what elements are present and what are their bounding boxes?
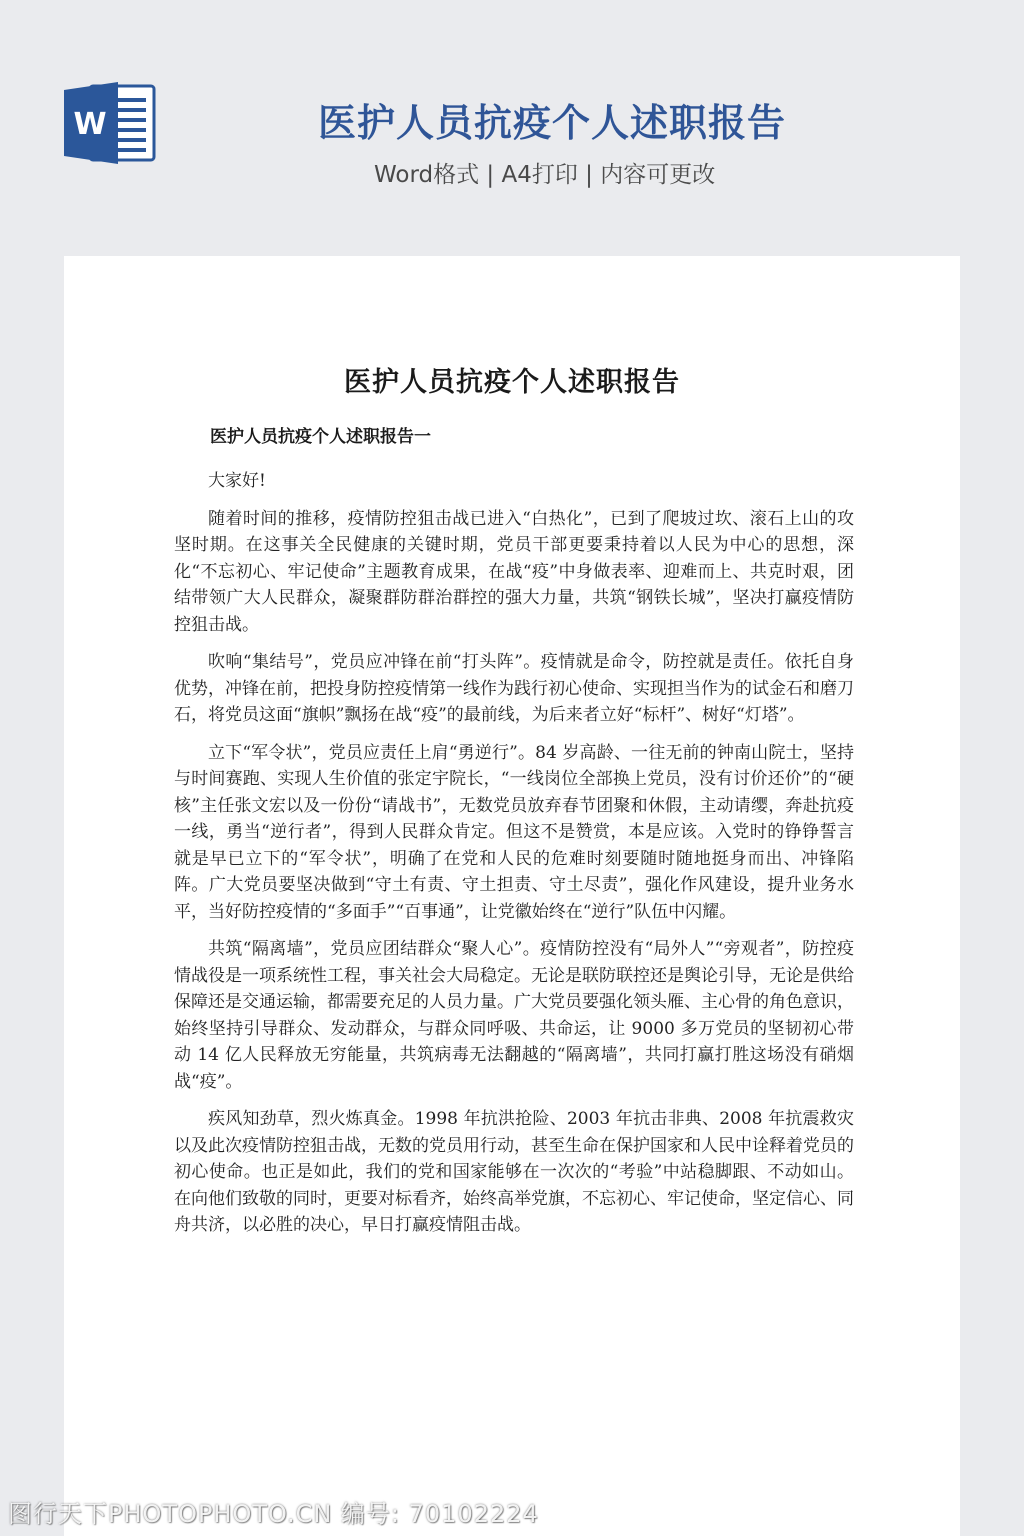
- word-document-icon: [64, 82, 156, 164]
- watermark-text: 图行天下PHOTOPHOTO.CN 编号: 70102224: [8, 1500, 539, 1528]
- header-banner: [0, 0, 1024, 240]
- header-subtitle: Word格式 | A4打印 | 内容可更改: [374, 162, 716, 188]
- word-icon-letter: W: [73, 107, 107, 142]
- paragraph-4: 共筑“隔离墙”，党员应团结群众“聚人心”。疫情防控没有“局外人”“旁观者”，防控疫情战役是一项系统性工程，事关社会大局稳定。无论是联防联控还是舆论引导，无论是供给保障还是交通运输，都需要充足的人员力量。广大党员要强化领头雁、主心骨的角色意识，始终坚持引导群众、发动群众，与群众同呼吸、共命运，让 9000 多万党员的坚韧初心带动 14 亿人民释放无穷能量，共筑病毒无法翻越的“隔离墙”，共同打赢打胜这场没有硝烟战“疫”。: [174, 939, 854, 1092]
- document-title: 医护人员抗疫个人述职报告: [344, 367, 680, 398]
- paragraph-5: 疾风知劲草，烈火炼真金。1998 年抗洪抢险、2003 年抗击非典、2008 年抗震救灾以及此次疫情防控狙击战，无数的党员用行动，甚至生命在保护国家和人民中诠释着党员的初心使命。也正是如此，我们的党和国家能够在一次次的“考验”中站稳脚跟、不动如山。在向他们致敬的同时，更要对标看齐，始终高举党旗，不忘初心、牢记使命，坚定信心、同舟共济，以必胜的决心，早日打赢疫情阻击战。: [174, 1109, 854, 1235]
- header-title: 医护人员抗疫个人述职报告: [318, 101, 787, 145]
- document-page: [64, 256, 960, 1536]
- paragraph-1: 随着时间的推移，疫情防控狙击战已进入“白热化”，已到了爬坡过坎、滚石上山的攻坚时期。在这事关全民健康的关键时期，党员干部更要秉持着以人民为中心的思想，深化“不忘初心、牢记使命”主题教育成果，在战“疫”中身做表率、迎难而上、共克时艰，团结带领广大人民群众，凝聚群防群治群控的强大力量，共筑“钢铁长城”，坚决打赢疫情防控狙击战。: [174, 508, 854, 635]
- paragraph-greeting: 大家好!: [208, 471, 266, 491]
- document-subtitle: 医护人员抗疫个人述职报告一: [210, 427, 431, 447]
- paragraph-2: 吹响“集结号”，党员应冲锋在前“打头阵”。疫情就是命令，防控就是责任。依托自身优势，冲锋在前，把投身防控疫情第一线作为践行初心使命、实现担当作为的试金石和磨刀石，将党员这面“旗帜”飘扬在战“疫”的最前线，为后来者立好“标杆”、树好“灯塔”。: [174, 652, 854, 725]
- paragraph-3: 立下“军令状”，党员应责任上肩“勇逆行”。84 岁高龄、一往无前的钟南山院士，坚持与时间赛跑、实现人生价值的张定宇院长，“一线岗位全部换上党员，没有讨价还价”的“硬核”主任张文宏以及一份份“请战书”，无数党员放弃春节团聚和休假，主动请缨，奔赴抗疫一线，勇当“逆行者”，得到人民群众肯定。但这不是赞赏，本是应该。入党时的铮铮誓言就是早已立下的“军令状”，明确了在党和人民的危难时刻要随时随地挺身而出、冲锋陷阵。广大党员要坚决做到“守土有责、守土担责、守土尽责”，强化作风建设，提升业务水平，当好防控疫情的“多面手”“百事通”，让党徽始终在“逆行”队伍中闪耀。: [174, 742, 854, 922]
- document-body: [174, 468, 854, 1250]
